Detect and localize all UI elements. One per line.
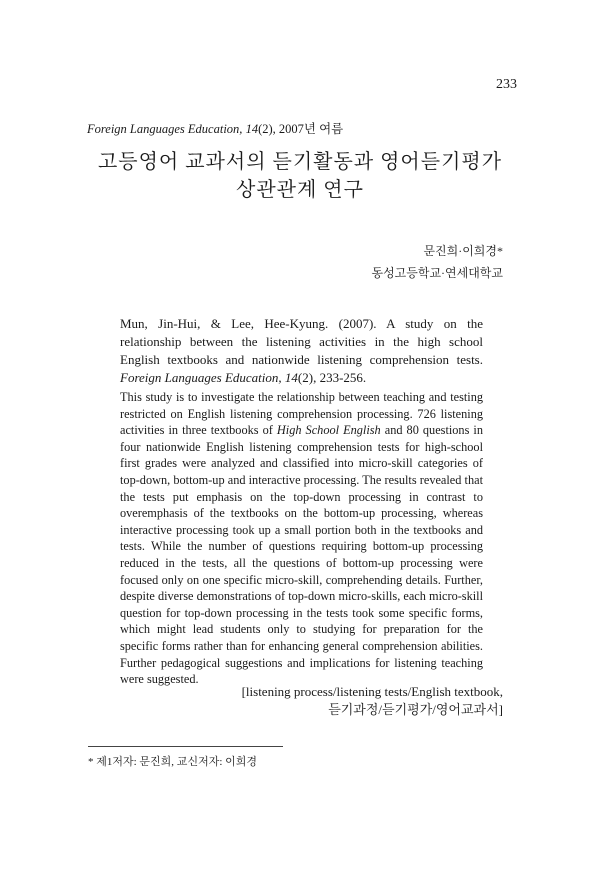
- author-block: [371, 240, 503, 284]
- paper-title-line1: 고등영어 교과서의 듣기활동과 영어듣기평가: [97, 151, 503, 173]
- journal-issue-year: (2), 2007년 여름: [258, 122, 344, 136]
- footnote-divider: [88, 746, 283, 747]
- journal-volume: 14: [245, 122, 259, 136]
- abstract-part1: This study is to investigate the relationship between teaching and testing restricted on English listening comprehension processing. 726 listening activities in three textbooks of: [120, 390, 483, 438]
- citation-venue: Foreign Languages Education, 14: [120, 370, 298, 385]
- abstract-part2: and 80 questions in four nationwide English listening comprehension tests for high-school first grades were analyzed and classified into micro-skill categories of top-down, bottom-up and interactive processing. The results revealed that the tests put emphasis on the top-down processing in contrast to overemphasis of the textbooks on the bottom-up processing, whereas interactive processing took up a small portion both in the textbooks and tests. While the number of questions requiring bottom-up processing reduced in the tests, all the questions of bottom-up processing were focused only on one specific micro-skill, comprehending details. Further, despite diverse demonstrations of top-down micro-skills, each micro-skill question for top-down processing in the tests took some specific forms, which might lead students only to studying for preparation for the specific forms rather than for enhancing general comprehension abilities. Further pedagogical suggestions and implications for listening teaching were suggested.: [120, 423, 483, 687]
- author-names: 문진희·이희경*: [423, 244, 503, 258]
- paper-title: [0, 148, 600, 204]
- abstract-emphasis: High School English: [276, 423, 381, 438]
- citation-pages: (2), 233-256.: [297, 370, 367, 385]
- page-number: 233: [496, 77, 517, 92]
- footnote: * 제1저자: 문진희, 교신저자: 이희경: [88, 756, 257, 768]
- citation-text: Mun, Jin-Hui, & Lee, Hee-Kyung. (2007). A study on the relationship between the listening activities in the high school English textbooks and nationwide listening comprehension tests.: [120, 316, 483, 367]
- author-affiliations: 동성고등학교·연세대학교: [371, 266, 503, 280]
- paper-title-line2: 상관관계 연구: [236, 179, 364, 201]
- journal-name: Foreign Languages Education,: [87, 122, 243, 136]
- abstract: [120, 389, 483, 688]
- keywords-line2: 듣기과정/듣기평가/영어교과서]: [328, 702, 503, 717]
- journal-header: [87, 119, 343, 137]
- keywords: [242, 683, 503, 719]
- citation: [120, 315, 483, 387]
- keywords-line1: [listening process/listening tests/English textbook,: [241, 684, 503, 699]
